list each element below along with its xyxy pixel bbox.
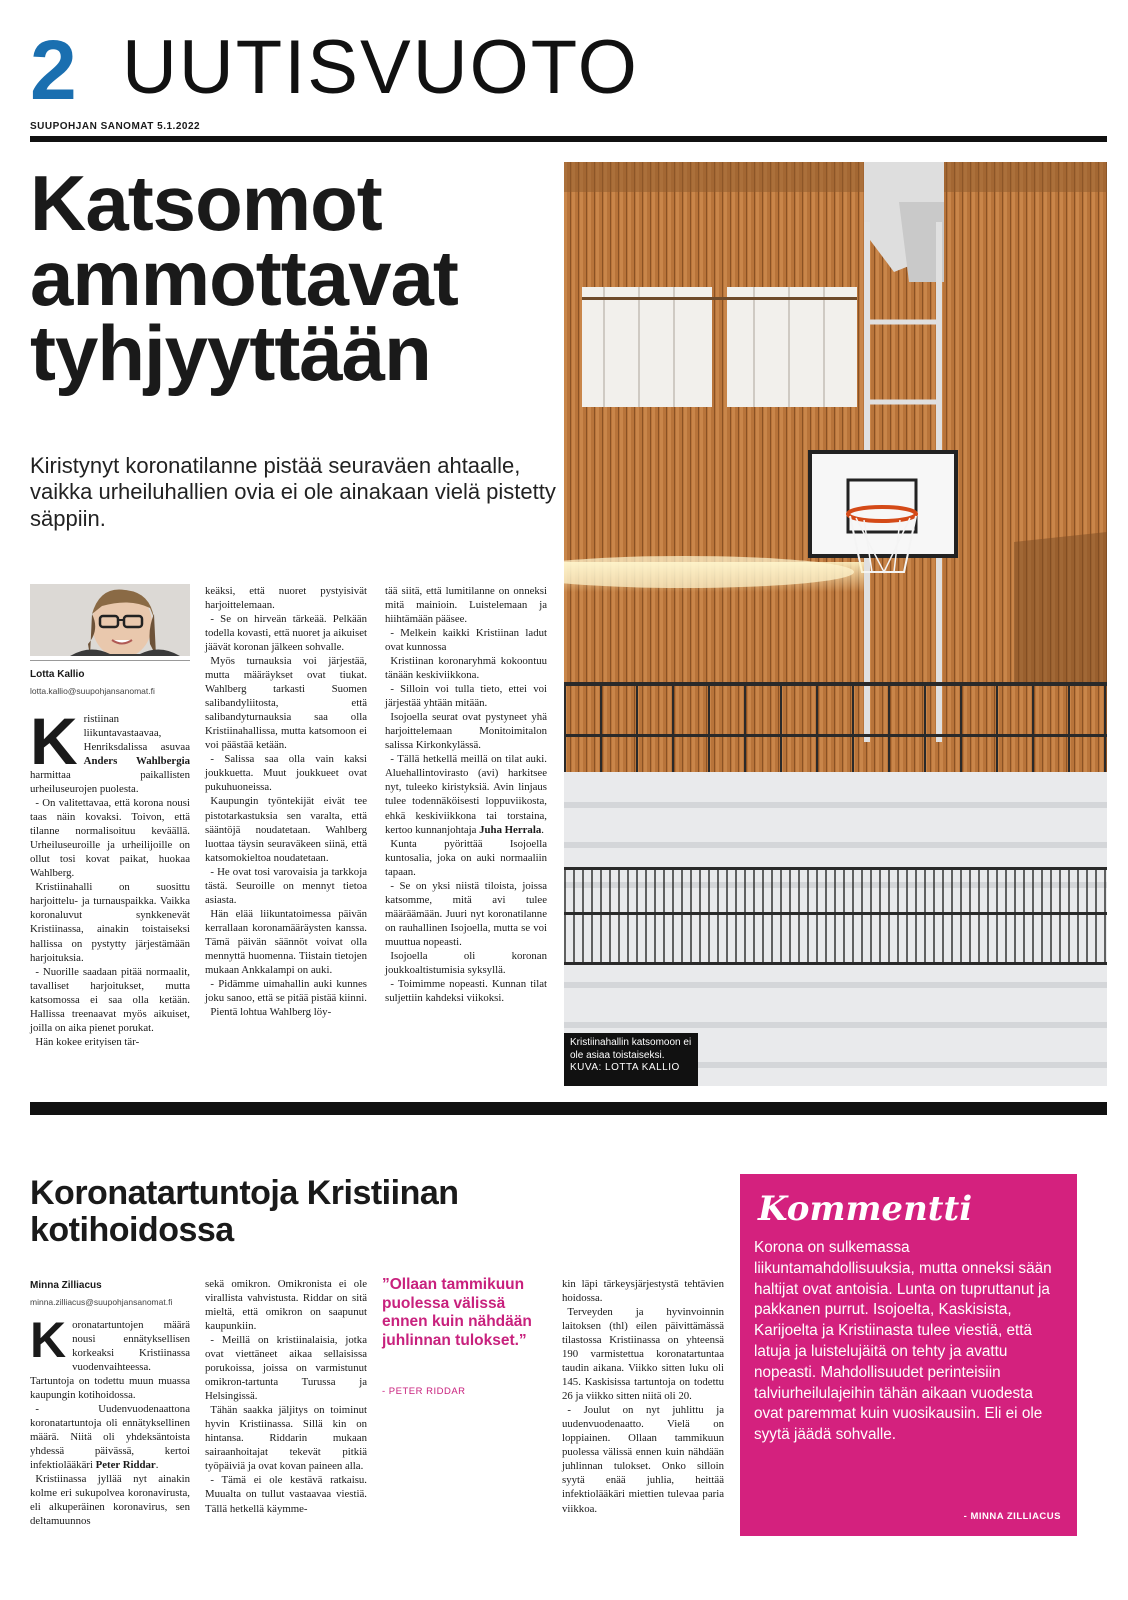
lead-text: oronatartuntojen määrä nousi ennätyksellisen korkeaksi Kristiinassa vuodenvaihteessa. Tartuntoja on todettu muun muassa kaupungin kotihoidossa.	[30, 1319, 190, 1402]
bold-name: Peter Riddar	[95, 1459, 156, 1472]
comment-body: Korona on sulkemassa liikuntamahdollisuuksia, mutta onneksi sään haltijat ovat antoisia. Lunta on tupruttanut ja pakkanen purrut. Isojoelta, Kaskisista, Karijoelta ja Kristiinasta tulee viestiä, että latuja ja luistelujäitä on tehty ja avattu nopeasti. Mahdollisuudet perinteisiin talviurheilulajeihin tähän aikaan vuodesta ovat paremmat kuin vuosikausiin. Eli ei ole syytä jäädä sohvalle.	[754, 1239, 1052, 1444]
punctuation: .	[541, 823, 544, 836]
paragraph: Terveyden ja hyvinvoinnin laitoksen (thl) eilen päivittämässä tilastossa Kristiinassa on yhteensä 190 varmistettua koronatartuntaa taudin aikana. Viikko sitten luku oli 145. Kaskisissa tartuntoja on todettu 26 ja viikko sitten niitä oli 20.	[562, 1306, 724, 1403]
paragraph: Kaupungin työntekijät eivät tee pistotarkastuksia sen varalta, että sääntöjä noudatetaan. Wahlberg luottaa täysin seuraväkeen siinä, että katsomokieltoa noudatetaan.	[205, 795, 367, 864]
deck: Kiristynyt koronatilanne pistää seuraväen ahtaalle, vaikka urheiluhallien ovia ei ole ainakaan vielä pistetty säppiin.	[30, 453, 556, 531]
dropcap: K	[30, 704, 78, 778]
bold-name: Juha Herrala	[479, 823, 542, 836]
second-headline: Koronatartuntoja Kristiinan kotihoidossa	[30, 1174, 459, 1249]
paragraph: - Salissa saa olla vain kaksi joukkuetta. Muut joukkueet ovat pukuhuoneissa.	[205, 753, 367, 794]
paragraph: Kunta pyörittää Isojoella kuntosalia, joka on auki normaaliin tapaan.	[385, 837, 547, 878]
paragraph-text: - Uudenvuodenaattona koronatartuntoja oli ennätyksellinen määrä. Niitä oli yhdeksäntoista yhdessä päivässä, kertoi infektiolääkäri	[30, 1403, 190, 1472]
paragraph: kin läpi tärkeysjärjestystä tehtävien hoidossa.	[562, 1278, 724, 1305]
masthead-rule	[30, 136, 1107, 142]
paragraph	[385, 752, 547, 836]
main-column-1	[30, 704, 190, 1049]
dropcap: K	[30, 1312, 67, 1368]
paragraph: - Meillä on kristiinalaisia, jotka ovat viettäneet aikaa sellaisissa porukoissa, joissa on varmistunut omikron-tartunta Turussa ja Helsingissä.	[205, 1334, 367, 1403]
issue-line: SUUPOHJAN SANOMAT 5.1.2022	[30, 121, 201, 132]
story-divider	[30, 1102, 1107, 1115]
paragraph: Tähän saakka jäljitys on toiminut hyvin Kristiinassa. Sillä kin on hintansa. Riddarin mukaan sairaanhoitajat tekevät pitkiä työpäiviä ja ovat kovan paineen alla.	[205, 1404, 367, 1473]
second-author-name: Minna Zilliacus	[30, 1280, 102, 1291]
lead-text: ristiinan liikuntavastaavaa, Henriksdalissa asuvaa	[83, 713, 190, 754]
second-column-1	[30, 1312, 190, 1528]
paragraph: Kristiinahalli on suosittu harjoittelu- ja turnauspaikka. Vaikka koronaluvut synkkenevät Kristiinassa, ainakin toistaiseksi hallissa on pystytty järjestämään harjoituksia.	[30, 881, 190, 964]
paragraph: Pientä lohtua Wahlberg löy-	[210, 1005, 332, 1018]
second-author-email: minna.zilliacus@suupohjansanomat.fi	[30, 1297, 173, 1307]
paragraph: - Melkein kaikki Kristiinan ladut ovat kunnossa	[385, 627, 547, 654]
second-column-2	[205, 1277, 367, 1516]
caption-text: Kristiinahallin katsomoon ei ole asiaa toistaiseksi.	[570, 1037, 692, 1061]
paragraph: Kristiinan koronaryhmä kokoontuu tänään keskiviikkona.	[385, 655, 547, 682]
second-column-4	[562, 1277, 724, 1516]
pull-quote: ”Ollaan tammikuun puolessa välissä ennen kuin nähdään juhlinnan tulokset.”	[382, 1276, 532, 1349]
main-column-2	[205, 584, 367, 1019]
author-portrait	[30, 584, 190, 656]
lead-name: Anders Wahlbergia	[83, 755, 190, 768]
paragraph: - Se on hirveän tärkeää. Pelkään todella kovasti, että nuoret ja aikuiset jäävät koronan jälkeen sohvalle.	[205, 613, 367, 654]
author-email: lotta.kallio@suupohjansanomat.fi	[30, 686, 155, 696]
paragraph: - Silloin voi tulla tieto, ettei voi järjestää yhtään mitään.	[385, 683, 547, 710]
paragraph: Isojoella oli koronan joukkoaltistumisia syksyllä.	[385, 949, 547, 976]
paragraph: Isojoella seurat ovat pystyneet yhä harjoittelemaan Monitoimitalon salissa Kirkonkylässä.	[385, 711, 547, 752]
paragraph: keäksi, että nuoret pystyisivät harjoittelemaan.	[205, 585, 367, 612]
page-number: 2	[30, 23, 77, 117]
paragraph: Myös turnauksia voi järjestää, mutta määräykset ovat tiukat. Wahlberg tarkasti Suomen salibandyliitosta, että salibandyturnauksia saa olla Kristiinahallissa, mutta katsomoon ei voi päästää ketään.	[205, 655, 367, 752]
paragraph: - On valitettavaa, että korona nousi taas näin kovaksi. Toivon, että tilanne normalisoituu keväällä. Urheiluseuroille ja urheilijoille on ollut tosi kovat paikat, huokaa Wahlberg.	[30, 797, 190, 880]
punctuation: .	[155, 1459, 159, 1472]
paragraph: - He ovat tosi varovaisia ja tarkkoja tästä. Seuroille on mennyt tietoa asiasta.	[205, 865, 367, 906]
comment-box	[740, 1174, 1077, 1536]
photo-credit: KUVA: LOTTA KALLIO	[570, 1062, 680, 1073]
paragraph: Hän elää liikuntatoimessa päivän kerrallaan koronamääräysten kanssa. Tämä päivän säännöt voivat olla mennyttä huomenna. Tiistain tietojen mukaan Ankkalampi on auki.	[205, 907, 367, 976]
section-title: UUTISVUOTO	[122, 25, 639, 110]
paragraph: Kristiinassa jyllää nyt ainakin kolme eri sukupolvea koronavirusta, eli alkuperäinen koronavirus, sen deltamuunnos	[30, 1473, 190, 1528]
photo-caption	[564, 1033, 698, 1086]
paragraph: - Nuorille saadaan pitää normaalit, tavalliset harjoitukset, mutta katsomossa ei saa olla ketään. Hallissa treenaavat myös aikuiset, joilla on aika pienet porukat.	[30, 965, 190, 1034]
main-column-3	[385, 584, 547, 1005]
paragraph: tää siitä, että lumitilanne on onneksi mitä mainioin. Luistelemaan ja hiihtämään pääsee.	[385, 585, 547, 626]
paragraph	[30, 1402, 190, 1472]
paragraph: Hän kokee erityisen tär-	[35, 1035, 140, 1048]
comment-attribution: - MINNA ZILLIACUS	[963, 1511, 1061, 1522]
paragraph: - Pidämme uimahallin auki kunnes joku sanoo, että se pitää pistää kiinni.	[205, 977, 367, 1004]
paragraph: sekä omikron. Omikronista ei ole virallista vahvistusta. Riddar on sitä mieltä, että omikron on saapunut kaupunkiin.	[205, 1278, 367, 1333]
headline: Katsomot ammottavat tyhjyyttään	[30, 159, 458, 397]
author-name: Lotta Kallio	[30, 669, 85, 680]
lead-text-end: harmittaa paikallisten urheiluseurojen puolesta.	[30, 769, 190, 796]
paragraph: - Joulut on nyt juhlittu ja uudenvuodenaatto. Vielä on loppiainen. Ollaan tammikuun puolessa välissä ennen kuin nähdään juhlinnan tulokset. Onko silloin syytä enää juhlia, heittää infektiolääkäri miettien tulevaa paria viikkoa.	[562, 1404, 724, 1515]
pull-quote-attribution: - PETER RIDDAR	[382, 1386, 466, 1397]
paragraph-text: - Tällä hetkellä meillä on tilat auki. Aluehallintovirasto (avi) harkitsee nyt, tuleeko kiristyksiä. Avin linjaus tulee todennäköisesti loppuviikosta, ehkä keskiviikkona tai torstaina, kertoo kunnanjohtaja	[385, 753, 547, 836]
sports-hall-photo	[564, 162, 1107, 1086]
paragraph: - Tämä ei ole kestävä ratkaisu. Muualta on tullut vastaavaa viestiä. Tällä hetkellä käymme-	[205, 1474, 367, 1515]
paragraph: - Toimimme nopeasti. Kunnan tilat suljettiin kahdeksi viikoksi.	[385, 977, 547, 1004]
comment-title: Kommentti	[758, 1189, 973, 1229]
paragraph: - Se on yksi niistä tiloista, joissa katsomme, mitä avi tulee määräämään. Juuri nyt koronatilanne on rauhallinen Isojoella, mutta se voi muuttua nopeasti.	[385, 879, 547, 948]
author-rule	[30, 660, 190, 661]
